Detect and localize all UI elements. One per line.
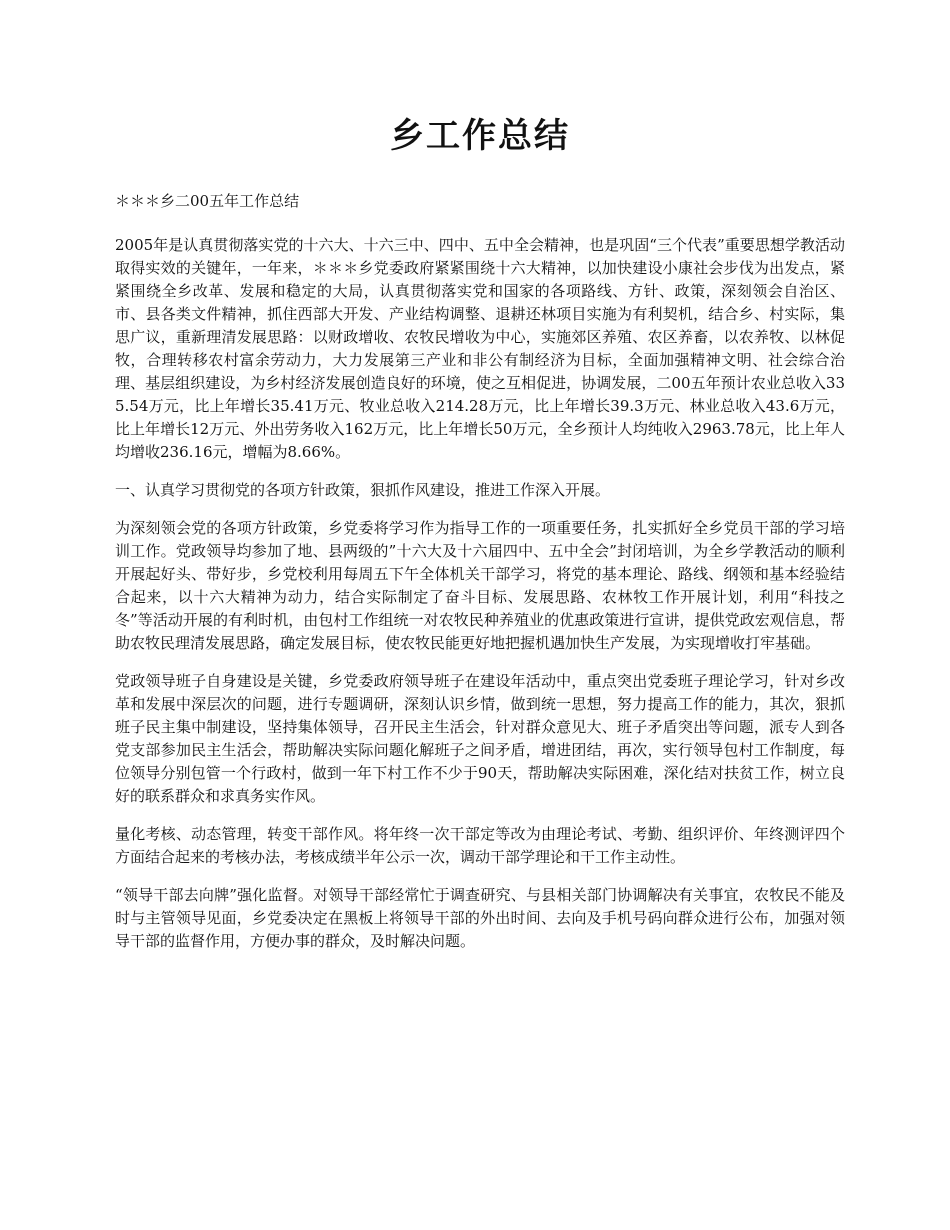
document-title: 乡工作总结 — [390, 116, 570, 156]
document-page — [115, 108, 845, 968]
paragraph-intro: 2005年是认真贯彻落实党的十六大、十六三中、四中、五中全会精神，也是巩固“三个代表”重要思想学教活动取得实效的关键年，一年来，＊＊＊乡党委政府紧紧围绕十六大精神，以加快建设小康社会步伐为出发点，紧紧围绕全乡改革、发展和稳定的大局，认真贯彻落实党和国家的各项路线、方针、政策，深刻领会自治区、市、县各类文件精神，抓住西部大开发、产业结构调整、退耕还林项目实施为有利契机，结合乡、村实际，集思广议，重新理清发展思路：以财政增收、农牧民增收为中心，实施郊区养殖、农区养畜，以农养牧、以林促牧，合理转移农村富余劳动力，大力发展第三产业和非公有制经济为目标，全面加强精神文明、社会综合治理、基层组织建设，为乡村经济发展创造良好的环境，使之互相促进，协调发展，二00五年预计农业总收入335.54万元，比上年增长35.41万元、牧业总收入214.28万元，比上年增长39.3万元、林业总收入43.6万元，比上年增长12万元、外出劳务收入162万元，比上年增长50万元，全乡预计人均纯收入2963.78元，比上年人均增收236.16元，增幅为8.66%。 — [115, 236, 845, 461]
document-subtitle: ＊＊＊乡二00五年工作总结 — [115, 192, 300, 210]
paragraph-supervision: “领导干部去向牌”强化监督。对领导干部经常忙于调查研究、与县相关部门协调解决有关事宜，农牧民不能及时与主管领导见面，乡党委决定在黑板上将领导干部的外出时间、去向及手机号码向群众进行公布，加强对领导干部的监督作用，方便办事的群众，及时解决问题。 — [115, 886, 845, 950]
paragraph-assessment: 量化考核、动态管理，转变干部作风。将年终一次干部定等改为由理论考试、考勤、组织评价、年终测评四个方面结合起来的考核办法，考核成绩半年公示一次，调动干部学理论和干工作主动性。 — [115, 825, 845, 866]
paragraph-study: 为深刻领会党的各项方针政策，乡党委将学习作为指导工作的一项重要任务，扎实抓好全乡党员干部的学习培训工作。党政领导均参加了地、县两级的”十六大及十六届四中、五中全会”封闭培训，为全乡学教活动的顺利开展起好头、带好步，乡党校利用每周五下午全体机关干部学习，将党的基本理论、路线、纲领和基本经验结合起来，以十六大精神为动力，结合实际制定了奋斗目标、发展思路、农林牧工作开展计划，利用“科技之冬”等活动开展的有利时机，由包村工作组统一对农牧民种养殖业的优惠政策进行宣讲，提供党政宏观信息，帮助农牧民理清发展思路，确定发展目标，使农牧民能更好地把握机遇加快生产发展，为实现增收打牢基础。 — [115, 519, 845, 652]
paragraph-leadership: 党政领导班子自身建设是关键，乡党委政府领导班子在建设年活动中，重点突出党委班子理论学习，针对乡改革和发展中深层次的问题，进行专题调研，深刻认识乡情，做到统一思想，努力提高工作的能力，其次，狠抓班子民主集中制建设，坚持集体领导，召开民主生活会，针对群众意见大、班子矛盾突出等问题，派专人到各党支部参加民主生活会，帮助解决实际问题化解班子之间矛盾，增进团结，再次，实行领导包村工作制度，每位领导分别包管一个行政村，做到一年下村工作不少于90天，帮助解决实际困难，深化结对扶贫工作，树立良好的联系群众和求真务实作风。 — [115, 672, 845, 805]
section-heading-one: 一、认真学习贯彻党的各项方针政策，狠抓作风建设，推进工作深入开展。 — [115, 481, 611, 499]
